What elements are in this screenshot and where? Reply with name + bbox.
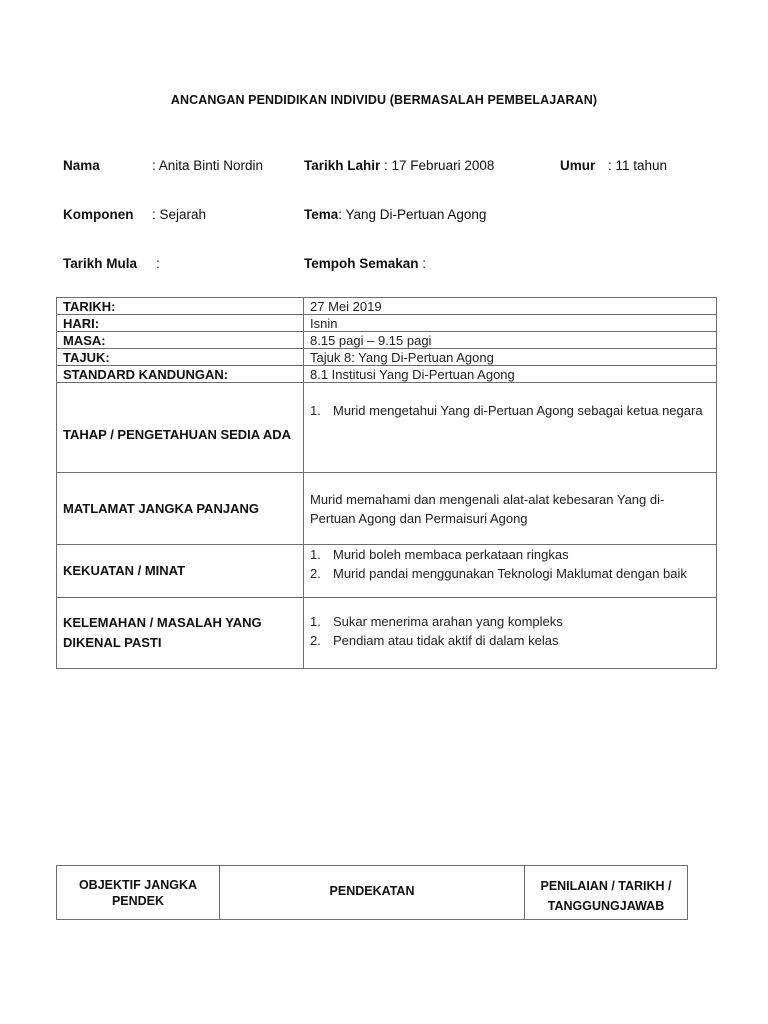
table-row xyxy=(57,332,717,349)
komponen-label: Komponen xyxy=(63,207,134,222)
hari-value: Isnin xyxy=(304,315,717,332)
tahap-value xyxy=(304,383,717,473)
kelemahan-label: KELEMAHAN / MASALAH YANG DIKENAL PASTI xyxy=(57,598,304,669)
komponen-value: : Sejarah xyxy=(152,207,207,222)
tempoh-semakan: Tempoh Semakan : xyxy=(304,256,427,271)
tahap-list xyxy=(310,401,706,420)
table-row xyxy=(57,298,717,315)
kelemahan-list xyxy=(310,612,716,650)
tarikh-mula-value: : xyxy=(156,256,160,271)
tajuk-label: TAJUK: xyxy=(57,349,304,366)
tarikh-label: TARIKH: xyxy=(57,298,304,315)
nama-label: Nama xyxy=(63,158,100,173)
list-item: 1. Murid boleh membaca perkataan ringkas xyxy=(310,547,569,562)
table-row xyxy=(57,315,717,332)
standard-label: STANDARD KANDUNGAN: xyxy=(57,366,304,383)
kekuatan-label: KEKUATAN / MINAT xyxy=(57,545,304,598)
table-row xyxy=(57,366,717,383)
tarikh-lahir: Tarikh Lahir : 17 Februari 2008 xyxy=(304,158,495,173)
list-item: 1. Murid mengetahui Yang di-Pertuan Agong sebagai ketua negara xyxy=(310,403,703,418)
penilaian-header: PENILAIAN / TARIKH / TANGGUNGJAWAB xyxy=(525,866,688,920)
document-title: ANCANGAN PENDIDIKAN INDIVIDU (BERMASALAH PEMBELAJARAN) xyxy=(170,93,598,107)
tema: Tema: Yang Di-Pertuan Agong xyxy=(304,207,487,222)
tarikh-value: 27 Mei 2019 xyxy=(304,298,717,315)
table-row xyxy=(57,473,717,545)
matlamat-label: MATLAMAT JANGKA PANJANG xyxy=(57,473,304,545)
list-item: 2. Pendiam atau tidak aktif di dalam kelas xyxy=(310,633,559,648)
kelemahan-value xyxy=(304,598,717,669)
matlamat-value: Murid memahami dan mengenali alat-alat kebesaran Yang di-Pertuan Agong dan Permaisuri Agong xyxy=(304,473,717,545)
hari-label: HARI: xyxy=(57,315,304,332)
umur-value: : 11 tahun xyxy=(608,158,668,173)
table-row xyxy=(57,383,717,473)
tajuk-value: Tajuk 8: Yang Di-Pertuan Agong xyxy=(304,349,717,366)
tahap-label: TAHAP / PENGETAHUAN SEDIA ADA xyxy=(57,383,304,473)
masa-label: MASA: xyxy=(57,332,304,349)
table-row xyxy=(57,598,717,669)
umur-label: Umur xyxy=(560,158,596,173)
kekuatan-value xyxy=(304,545,717,598)
table-header-row xyxy=(57,866,688,920)
list-item: 1. Sukar menerima arahan yang kompleks xyxy=(310,614,563,629)
objektif-header: OBJEKTIF JANGKA PENDEK xyxy=(57,866,220,920)
table-row xyxy=(57,349,717,366)
kekuatan-list xyxy=(310,545,716,583)
objective-table xyxy=(56,865,688,920)
list-item: 2. Murid pandai menggunakan Teknologi Maklumat dengan baik xyxy=(310,566,687,581)
pendekatan-header: PENDEKATAN xyxy=(220,866,525,920)
details-table xyxy=(56,297,717,669)
tarikh-mula-label: Tarikh Mula xyxy=(63,256,138,271)
nama-value: : Anita Binti Nordin xyxy=(152,158,264,173)
standard-value: 8.1 Institusi Yang Di-Pertuan Agong xyxy=(304,366,717,383)
table-row xyxy=(57,545,717,598)
masa-value: 8.15 pagi – 9.15 pagi xyxy=(304,332,717,349)
